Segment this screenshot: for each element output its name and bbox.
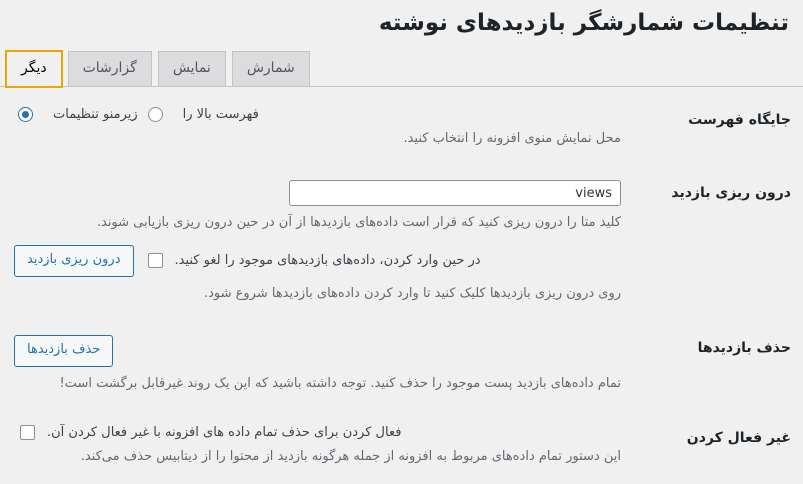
menu-position-field xyxy=(0,91,631,165)
tab-reports[interactable]: گزارشات xyxy=(68,51,152,87)
override-existing-views-label: در حین وارد کردن، داده‌های بازدیدهای موجود را لغو کنید. xyxy=(174,253,481,269)
row-deactivate xyxy=(0,409,803,483)
import-views-button[interactable]: درون ریزی بازدید xyxy=(14,245,134,277)
radio-top-menu-label: فهرست بالا را xyxy=(182,106,259,122)
import-views-label: درون ریزی بازدید xyxy=(671,185,791,202)
tab-other[interactable]: دیگر xyxy=(6,51,62,87)
row-import-views xyxy=(0,164,803,319)
radio-top-menu[interactable] xyxy=(148,107,163,122)
delete-views-button[interactable]: حذف بازدیدها xyxy=(14,335,113,367)
delete-views-field xyxy=(0,319,631,409)
tab-display[interactable]: نمایش xyxy=(158,51,226,87)
override-existing-views-checkbox[interactable] xyxy=(148,253,163,268)
menu-position-label: جایگاه فهرست xyxy=(688,111,791,128)
tab-bar xyxy=(0,53,803,87)
delete-data-on-deactivate-label: فعال کردن برای حذف تمام داده های افزونه با غیر فعال کردن آن. xyxy=(47,425,402,441)
radio-submenu-settings-label: زیرمنو تنظیمات xyxy=(53,106,138,122)
delete-data-on-deactivate-checkbox[interactable] xyxy=(20,425,35,440)
import-meta-key-input[interactable] xyxy=(289,180,621,206)
import-views-description: کلید متا را درون ریزی کنید که قرار است داده‌های بازدیدها از آن در حین درون ریزی بازیابی شوند. xyxy=(96,215,621,231)
menu-position-options xyxy=(14,107,621,122)
import-views-field xyxy=(0,164,631,319)
deactivate-label: غیر فعال کردن xyxy=(686,430,791,447)
row-delete-views xyxy=(0,319,803,409)
radio-submenu-settings[interactable] xyxy=(18,107,33,122)
import-actions xyxy=(14,245,621,277)
tab-counting[interactable]: شمارش xyxy=(232,51,310,87)
import-views-button-description: روی درون ریزی بازدیدها کلیک کنید تا وارد کردن داده‌های بازدیدها شروع شود. xyxy=(203,285,621,301)
page-title: تنظیمات شمارشگر بازدیدهای نوشته xyxy=(378,10,789,36)
deactivate-options xyxy=(14,425,621,440)
delete-actions xyxy=(14,335,621,367)
settings-form-table xyxy=(0,91,803,483)
row-menu-position xyxy=(0,91,803,165)
deactivate-field xyxy=(0,409,631,483)
delete-views-description: تمام داده‌های بازدید پست موجود را حذف کنید. توجه داشته باشید که این یک روند غیرقابل برگشت است! xyxy=(59,375,621,391)
deactivate-description: این دستور تمام داده‌های مربوط به افزونه از جمله هرگونه بازدید از محتوا را از دیتابیس حذف می‌کند. xyxy=(80,449,621,465)
delete-views-label: حذف بازدیدها xyxy=(697,340,791,357)
menu-position-description: محل نمایش منوی افزونه را انتخاب کنید. xyxy=(403,130,621,146)
